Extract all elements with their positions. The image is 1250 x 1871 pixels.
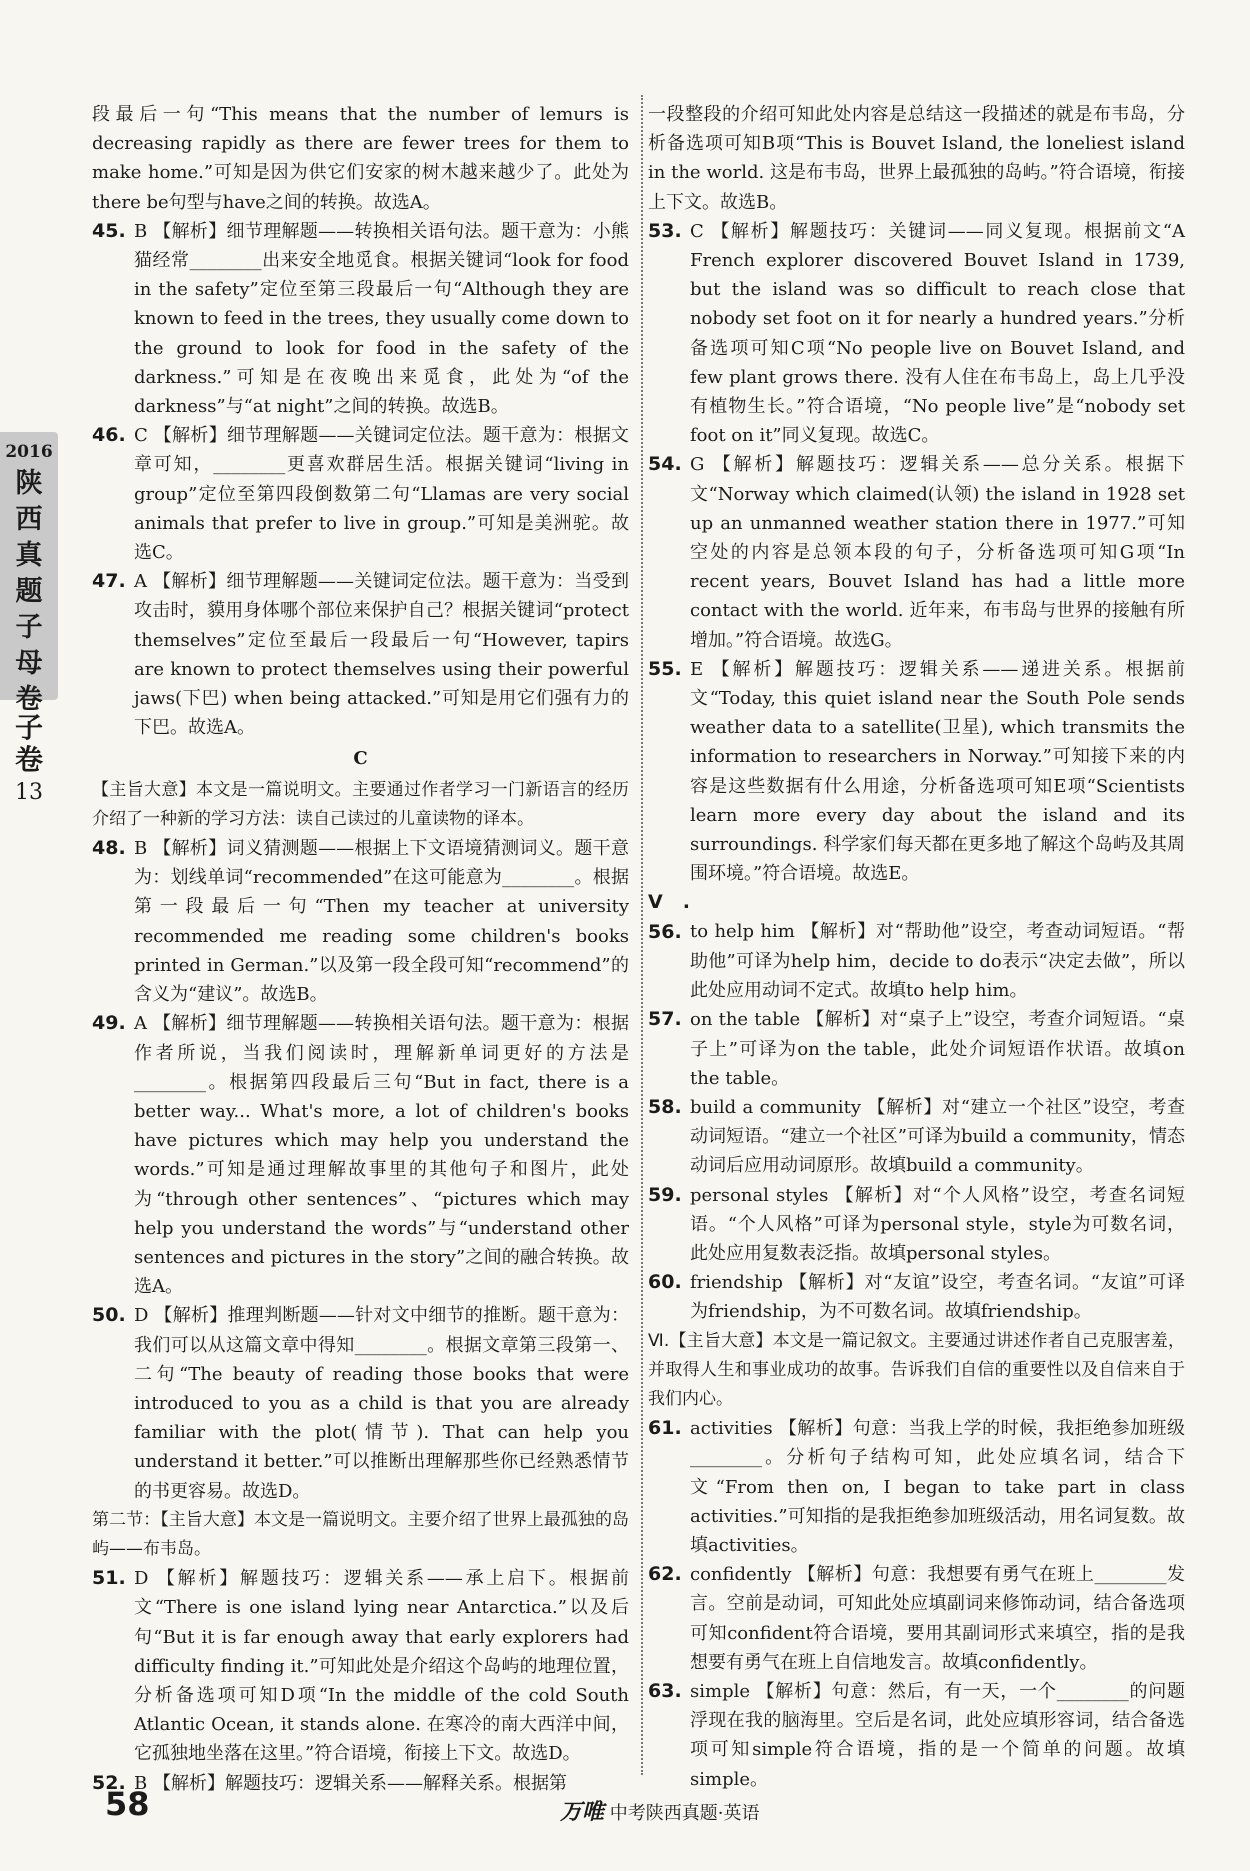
question-number: 47. xyxy=(92,570,126,593)
answer-text: confidently 【解析】句意：我想要有勇气在班上________发言。空前是动词，可知此处应填副词来修饰动词，结合备选项可知confident符合语境，要用其副词形式来填空，指的是我想要有勇气在班上自信地发言。故填confidently。 xyxy=(690,1564,1185,1673)
question-number: Ⅴ. 56. xyxy=(648,891,690,943)
answer-item xyxy=(92,1564,629,1768)
question-number: 48. xyxy=(92,837,126,860)
question-number: 51. xyxy=(92,1567,126,1590)
question-number: 63. xyxy=(648,1679,682,1702)
answer-item xyxy=(648,1005,1185,1093)
sidebar-title: 陕西真题子母卷 xyxy=(15,468,43,715)
question-number: 49. xyxy=(92,1012,126,1035)
question-number: 61. xyxy=(648,1417,682,1440)
answer-item xyxy=(648,450,1185,654)
answer-item xyxy=(92,567,629,742)
question-number: 45. xyxy=(92,219,126,242)
answer-item xyxy=(648,1268,1185,1326)
answer-text: B 【解析】解题技巧：逻辑关系——解释关系。根据第 xyxy=(134,1772,567,1794)
page-footer xyxy=(0,1785,1250,1835)
answer-item xyxy=(648,1093,1185,1181)
answer-text: G 【解析】解题技巧：逻辑关系——总分关系。根据下文“Norway which claimed(认领) the island in 1928 set up an unmanned weather station there in 1977.”可知空处的内容是总领本段的句子，分析备选项可知G项“In recent years, Bouvet Island has had a little more contact with the world. 近年来，布韦岛与世界的接触有所增加。”符合语境。故选G。 xyxy=(690,454,1185,651)
question-number: 60. xyxy=(648,1271,682,1294)
question-number: 50. xyxy=(92,1304,126,1327)
question-number: 59. xyxy=(648,1183,682,1206)
question-number: 57. xyxy=(648,1008,682,1031)
text-paragraph: 一段整段的介绍可知此处内容是总结这一段描述的就是布韦岛，分析备选项可知B项“This is Bouvet Island, the loneliest island in the world. 这是布韦岛，世界上最孤独的岛屿。”符合语境，衔接上下文。故选B。 xyxy=(648,104,1185,213)
question-number: 62. xyxy=(648,1563,682,1586)
answer-text: activities 【解析】句意：当我上学的时候，我拒绝参加班级________。分析句子结构可知，此处应填名词，结合下文“From then on, I began to take part in class activities.”可知指的是我拒绝参加班级活动，用名词复数。故填activities。 xyxy=(690,1418,1185,1556)
column-divider xyxy=(641,95,643,1775)
answer-text: D 【解析】解题技巧：逻辑关系——承上启下。根据前文“There is one island lying near Antarctica.”以及后句“But it is far enough away that early explorers had difficulty finding it.”可知此处是介绍这个岛屿的地理位置，分析备选项可知D项“In the middle of the cold South Atlantic Ocean, it stands alone. 在寒冷的南大西洋中间，它孤独地坐落在这里。”符合语境，衔接上下文。故选D。 xyxy=(134,1568,629,1765)
answer-text: to help him 【解析】对“帮助他”设空，考查动词短语。“帮助他”可译为help him，decide to do表示“决定去做”，所以此处应用动词不定式。故填to help him。 xyxy=(690,921,1185,1002)
main-idea: 【主旨大意】本文是一篇说明文。主要通过作者学习一门新语言的经历介绍了一种新的学习方法：读自己读过的儿童读物的译本。 xyxy=(92,779,629,829)
sidebar-sub-label: 子卷 xyxy=(14,711,43,776)
answer-text: C 【解析】解题技巧：关键词——同义复现。根据前文“A French explorer discovered Bouvet Island in 1739, but the island was so difficult to reach close that nobody set foot on it for nearly a hundred years.”分析备选项可知C项“No people live on Bouvet Island, and few plant grows there. 没有人住在布韦岛上，岛上几乎没有植物生长。”符合语境，“No people live”是“nobody set foot on it”同义复现。故选C。 xyxy=(690,220,1185,447)
left-column xyxy=(92,100,629,1798)
question-number: 58. xyxy=(648,1095,682,1118)
answer-item xyxy=(92,421,629,567)
sidebar-sub xyxy=(0,712,58,805)
answer-text: build a community 【解析】对“建立一个社区”设空，考查动词短语。“建立一个社区”可译为build a community，情态动词后应用动词原形。故填build a community。 xyxy=(690,1096,1185,1177)
answer-text: E 【解析】解题技巧：逻辑关系——递进关系。根据前文“Today, this quiet island near the South Pole sends weather data to a satellite(卫星), which transmits the information to researchers in Norway.”可知接下来的内容是这些数据有什么用途，分析备选项可知E项“Scientists learn more every day about the island and its surroundings. 科学家们每天都在更多地了解这个岛屿及其周围环境。”符合语境。故选E。 xyxy=(690,658,1185,885)
answer-item xyxy=(92,217,629,421)
answer-text: simple 【解析】句意：然后，有一天，一个________的问题浮现在我的脑海里。空后是名词，此处应填形容词，结合备选项可知simple符合语境，指的是一个简单的问题。故填simple。 xyxy=(690,1680,1185,1790)
answer-item xyxy=(92,1301,629,1505)
answer-item xyxy=(648,1414,1185,1560)
answer-item xyxy=(648,217,1185,451)
answer-text: C 【解析】细节理解题——关键词定位法。题干意为：根据文章可知，________更喜欢群居生活。根据关键词“living in group”定位至第四段倒数第二句“Llamas are very social animals that prefer to live in group.”可知是美洲驼。故选C。 xyxy=(134,425,629,564)
brand-logo: 万唯 xyxy=(560,1800,605,1825)
question-number: 53. xyxy=(648,219,682,242)
answer-item xyxy=(648,888,1185,1005)
question-number: 46. xyxy=(92,424,126,447)
sidebar-sub-num: 13 xyxy=(15,780,43,805)
question-number: 55. xyxy=(648,657,682,680)
section-heading: C xyxy=(353,748,368,770)
answer-item xyxy=(648,1677,1185,1794)
answer-text: A 【解析】细节理解题——关键词定位法。题干意为：当受到攻击时，貘用身体哪个部位来保护自己？根据关键词“protect themselves”定位至最后一段最后一句“However, tapirs are known to protect themselves using their powerful jaws(下巴) when being attacked.”可知是用它们强有力的下巴。故选A。 xyxy=(134,571,629,739)
sidebar-tab xyxy=(0,432,58,715)
footer-subtitle: 中考陕西真题·英语 xyxy=(609,1803,760,1824)
question-number: 54. xyxy=(648,453,682,476)
answer-text: personal styles 【解析】对“个人风格”设空，考查名词短语。“个人风格”可译为personal style，style为可数名词，此处应用复数表泛指。故填personal styles。 xyxy=(690,1184,1185,1264)
answer-text: friendship 【解析】对“友谊”设空，考查名词。“友谊”可译为friendship，为不可数名词。故填friendship。 xyxy=(690,1272,1185,1323)
answer-text: B 【解析】词义猜测题——根据上下文语境猜测词义。题干意为：划线单词“recommended”在这可能意为________。根据第一段最后一句“Then my teacher at university recommended me reading some children's books printed in German.”以及第一段全段可知“recommend”的含义为“建议”。故选B。 xyxy=(134,838,629,1006)
footer-title xyxy=(560,1795,759,1826)
answer-text: A 【解析】细节理解题——转换相关语句法。题干意为：根据作者所说，当我们阅读时，理解新单词更好的方法是________。根据第四段最后三句“But in fact, there is a better way... What's more, a lot of children's books have pictures which may help you understand the words.”可知是通过理解故事里的其他句子和图片，此处为“through other sentences”、“pictures which may help you understand the words”与“understand other sentences and pictures in the story”之间的融合转换。故选A。 xyxy=(134,1013,629,1298)
text-paragraph: 段最后一句“This means that the number of lemurs is decreasing rapidly as there are fewer trees for them to make home.”可知是因为供它们安家的树木越来越少了。此处为there be句型与have之间的转换。故选A。 xyxy=(92,104,629,213)
answer-text: on the table 【解析】对“桌子上”设空，考查介词短语。“桌子上”可译为on the table，此处介词短语作状语。故填on the table。 xyxy=(690,1009,1185,1089)
main-idea: Ⅵ.【主旨大意】本文是一篇记叙文。主要通过讲述作者自己克服害羞，并取得人生和事业成功的故事。告诉我们自信的重要性以及自信来自于我们内心。 xyxy=(648,1330,1185,1409)
answer-item xyxy=(92,834,629,1009)
answer-item xyxy=(648,655,1185,889)
answer-item xyxy=(648,1181,1185,1269)
answer-item xyxy=(92,1009,629,1301)
page-number: 58 xyxy=(105,1785,150,1823)
sidebar-year: 2016 xyxy=(5,442,53,462)
answer-item xyxy=(648,1560,1185,1677)
answer-text: B 【解析】细节理解题——转换相关语句法。题干意为：小熊猫经常________出来安全地觅食。根据关键词“look for food in the safety”定位至第三段最后一句“Although they are known to feed in the trees, they usually come down to the ground to look for food in the safety of the darkness.”可知是在夜晚出来觅食，此处为“of the darkness”与“at night”之间的转换。故选B。 xyxy=(134,220,629,418)
question-number: 52. xyxy=(92,1771,126,1794)
answer-text: D 【解析】推理判断题——针对文中细节的推断。题干意为：我们可以从这篇文章中得知________。根据文章第三段第一、二句“The beauty of reading those books that were introduced to you as a child is that you are already familiar with the plot(情节). That can help you understand it better.”可以推断出理解那些你已经熟悉情节的书更容易。故选D。 xyxy=(134,1305,629,1502)
right-column xyxy=(648,100,1185,1794)
main-idea: 第二节：【主旨大意】本文是一篇说明文。主要介绍了世界上最孤独的岛屿——布韦岛。 xyxy=(92,1509,629,1559)
